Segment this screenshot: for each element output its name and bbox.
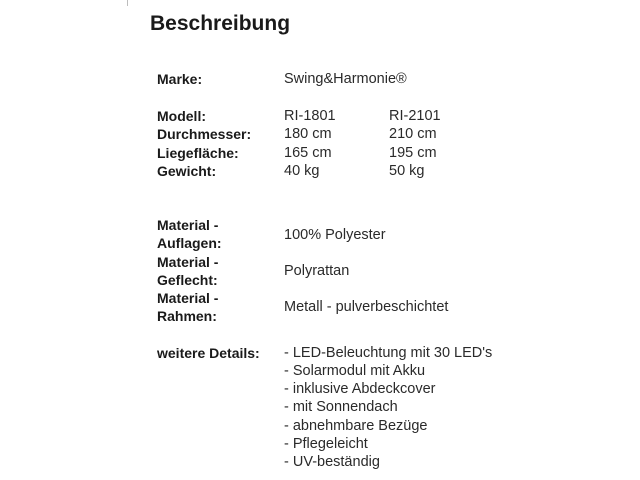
label-gewicht: Gewicht:: [157, 163, 217, 179]
label-modell: Modell:: [157, 108, 206, 124]
details-item-uv: - UV-beständig: [284, 454, 380, 470]
details-item-sonnendach: - mit Sonnendach: [284, 399, 398, 415]
value-modell-1: RI-1801: [284, 108, 336, 124]
value-material-geflecht: Polyrattan: [284, 263, 350, 279]
value-material-auflagen: 100% Polyester: [284, 227, 386, 243]
label-material-rahmen-1: Material -: [157, 290, 219, 306]
details-item-solarmodul: - Solarmodul mit Akku: [284, 363, 426, 379]
details-item-led: - LED-Beleuchtung mit 30 LED's: [284, 345, 493, 361]
label-material-auflagen-1: Material -: [157, 217, 219, 233]
value-durchmesser-1: 180 cm: [284, 126, 332, 142]
label-durchmesser: Durchmesser:: [157, 126, 252, 142]
value-durchmesser-2: 210 cm: [389, 126, 437, 142]
label-liegeflaeche: Liegefläche:: [157, 145, 239, 161]
label-marke: Marke:: [157, 71, 203, 87]
details-item-bezuege: - abnehmbare Bezüge: [284, 418, 428, 434]
value-material-rahmen: Metall - pulverbeschichtet: [284, 299, 449, 315]
label-material-auflagen-2: Auflagen:: [157, 235, 222, 251]
page-title: Beschreibung: [150, 12, 291, 35]
value-gewicht-1: 40 kg: [284, 163, 320, 179]
label-material-geflecht-1: Material -: [157, 254, 219, 270]
value-liegeflaeche-1: 165 cm: [284, 145, 332, 161]
value-marke: Swing&Harmonie®: [284, 71, 407, 87]
scroll-tick: [127, 0, 128, 6]
value-modell-2: RI-2101: [389, 108, 441, 124]
details-item-pflegeleicht: - Pflegeleicht: [284, 436, 368, 452]
label-weitere-details: weitere Details:: [157, 345, 260, 361]
label-material-geflecht-2: Geflecht:: [157, 272, 218, 288]
value-liegeflaeche-2: 195 cm: [389, 145, 437, 161]
details-item-abdeckcover: - inklusive Abdeckcover: [284, 381, 436, 397]
value-gewicht-2: 50 kg: [389, 163, 425, 179]
label-material-rahmen-2: Rahmen:: [157, 308, 217, 324]
